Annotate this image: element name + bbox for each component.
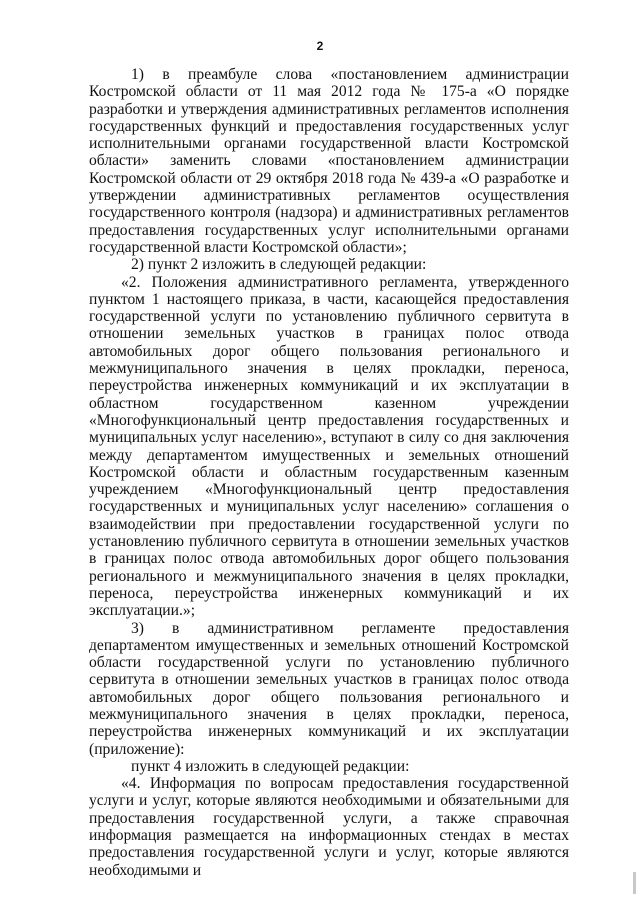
scan-edge-mark xyxy=(633,872,636,894)
paragraph-item-3: 3) в административном регламенте предоставления департаментом имущественных и земельных отношений Костромской области государственной услуги по установлению публичного сервитута в отношении земельных участков в границах полос отвода автомобильных дорог общего пользования регионального и межмуниципального значения в целях прокладки, переноса, переустройства инженерных коммуникаций и их эксплуатации (приложение): xyxy=(89,619,569,758)
paragraph-item-4-text: «4. Информация по вопросам предоставления государственной услуги и услуг, которые являются необходимыми и обязательными для предоставления государственной услуги, а также справочная информация размещается на информационных стендах в местах предоставления государственной услуги и услуг, которые являются необходимыми и xyxy=(89,775,569,879)
document-body xyxy=(89,66,569,879)
page-number: 2 xyxy=(316,39,324,53)
paragraph-item-2-heading: 2) пункт 2 изложить в следующей редакции: xyxy=(131,256,427,274)
paragraph-item-2-text: «2. Положения административного регламента, утвержденного пунктом 1 настоящего приказа, в части, касающейся предоставления государственной услуги по установлению публичного сервитута в отношении земельных участков в границах полос отвода автомобильных дорог общего пользования регионального и межмуниципального значения в целях прокладки, переноса, переустройства инженерных коммуникаций и их эксплуатации в областном государственном казенном учреждении «Многофункциональный центр предоставления государственных и муниципальных услуг населению», вступают в силу со дня заключения между департаментом имущественных и земельных отношений Костромской области и областным государственным казенным учреждением «Многофункциональный центр предоставления государственных и муниципальных услуг населению» соглашения о взаимодействии при предоставлении государственной услуги по установлению публичного сервитута в отношении земельных участков в границах полос отвода автомобильных дорог общего пользования регионального и межмуниципального значения в целях прокладки, переноса, переустройства инженерных коммуникаций и их эксплуатации.»; xyxy=(89,273,569,620)
paragraph-item-4-heading: пункт 4 изложить в следующей редакции: xyxy=(131,757,410,775)
paragraph-preamble-amendment: 1) в преамбуле слова «постановлением администрации Костромской области от 11 мая 2012 года № 175-а «О порядке разработки и утверждения административных регламентов исполнения государственных функций и предоставления государственных услуг исполнительными органами государственной власти Костромской области» заменить словами «постановлением администрации Костромской области от 29 октября 2018 года № 439-а «О разработке и утверждении административных регламентов осуществления государственного контроля (надзора) и административных регламентов предоставления государственных услуг исполнительными органами государственной власти Костромской области»; xyxy=(89,66,569,256)
